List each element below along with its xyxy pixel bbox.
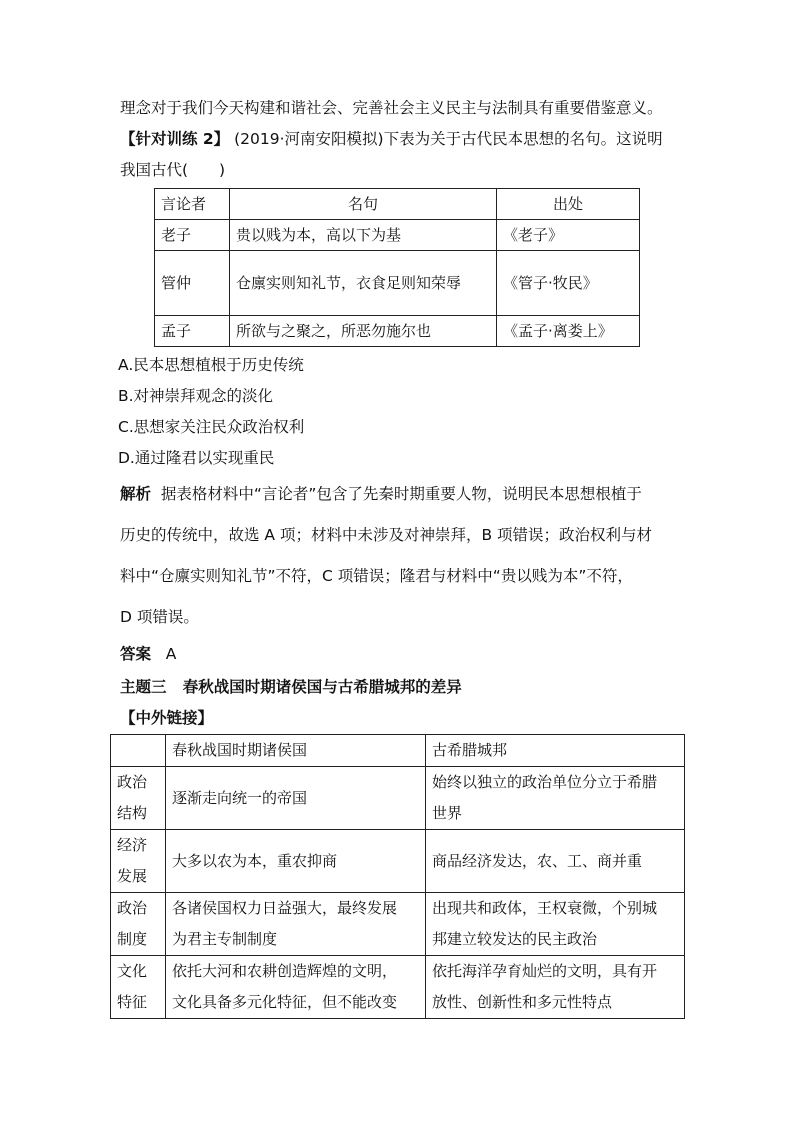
header-speaker: 言论者	[155, 189, 230, 220]
aspect-line: 经济	[117, 836, 148, 854]
aspect-line: 政治	[117, 773, 148, 791]
aspect-line: 制度	[117, 930, 148, 948]
greece-line: 商品经济发达，农、工、商并重	[432, 851, 643, 870]
compare-table-header	[111, 735, 685, 767]
table-row	[155, 220, 640, 251]
analysis-text-1: 据表格材料中“言论者”包含了先秦时期重要人物，说明民本思想根植于	[160, 485, 642, 503]
quote-table-header	[155, 189, 640, 220]
greece-line: 世界	[432, 804, 463, 822]
aspect-cell	[111, 830, 166, 893]
source-cell: 《管子·牧民》	[497, 251, 640, 316]
table-row	[111, 830, 685, 893]
exercise-question-text: 下表为关于古代民本思想的名句。这说明	[383, 130, 663, 148]
china-line: 各诸侯国权力日益强大，最终发展	[172, 899, 398, 917]
speaker-cell: 管仲	[155, 251, 230, 316]
china-line: 依托大河和农耕创造辉煌的文明，	[172, 962, 398, 980]
quote-table	[154, 188, 640, 347]
china-line: 文化具备多元化特征，但不能改变	[172, 993, 398, 1011]
china-cell	[166, 956, 426, 1019]
speaker-cell: 孟子	[155, 316, 230, 347]
analysis-line-1	[120, 482, 642, 504]
greece-line: 放性、创新性和多元性特点	[432, 993, 613, 1011]
source-cell: 《老子》	[497, 220, 640, 251]
header-china: 春秋战国时期诸侯国	[166, 735, 426, 767]
aspect-line: 政治	[117, 899, 148, 917]
analysis-line-3: 料中“仓廪实则知礼节”不符，C 项错误；隆君与材料中“贵以贱为本”不符，	[120, 567, 633, 585]
topic-label: 主题三	[120, 678, 167, 696]
compare-table	[110, 734, 685, 1019]
link-heading: 【中外链接】	[120, 709, 214, 727]
table-row	[155, 251, 640, 316]
greece-cell	[426, 830, 685, 893]
quote-cell: 贵以贱为本，高以下为基	[230, 220, 497, 251]
table-row	[111, 893, 685, 956]
greece-line: 出现共和政体，王权衰微，个别城	[432, 899, 658, 917]
intro-line: 理念对于我们今天构建和谐社会、完善社会主义民主与法制具有重要借鉴意义。	[120, 99, 663, 117]
analysis-line-4: D 项错误。	[120, 608, 199, 626]
greece-cell	[426, 893, 685, 956]
aspect-line: 特征	[117, 993, 148, 1011]
speaker-cell: 老子	[155, 220, 230, 251]
china-cell	[166, 767, 426, 830]
exercise-label: 【针对训练 2】	[120, 130, 230, 148]
analysis-line-2: 历史的传统中，故选 A 项；材料中未涉及对神崇拜，B 项错误；政治权利与材	[120, 526, 653, 544]
header-empty	[111, 735, 166, 767]
china-line: 大多以农为本，重农抑商	[172, 851, 338, 870]
china-line: 为君主专制制度	[172, 930, 278, 948]
greece-cell	[426, 956, 685, 1019]
table-row	[155, 316, 640, 347]
quote-cell: 仓廪实则知礼节，衣食足则知荣辱	[230, 251, 497, 316]
china-cell	[166, 830, 426, 893]
table-row	[111, 956, 685, 1019]
option-c: C.思想家关注民众政治权利	[118, 418, 305, 436]
answer-value: A	[165, 645, 177, 663]
source-cell: 《孟子·离娄上》	[497, 316, 640, 347]
aspect-line: 结构	[117, 804, 148, 822]
answer-label: 答案	[120, 645, 152, 663]
aspect-cell	[111, 956, 166, 1019]
greece-cell	[426, 767, 685, 830]
quote-cell: 所欲与之聚之，所恶勿施尔也	[230, 316, 497, 347]
option-b: B.对神崇拜观念的淡化	[118, 387, 274, 405]
header-source: 出处	[497, 189, 640, 220]
topic-title: 春秋战国时期诸侯国与古希腊城邦的差异	[182, 678, 462, 696]
aspect-line: 文化	[117, 962, 148, 980]
answer	[120, 642, 176, 664]
analysis-label: 解析	[120, 485, 152, 503]
header-quote: 名句	[230, 189, 497, 220]
table-row	[111, 767, 685, 830]
aspect-line: 发展	[117, 867, 148, 885]
china-cell	[166, 893, 426, 956]
option-d: D.通过隆君以实现重民	[118, 449, 275, 467]
topic-heading	[120, 675, 462, 697]
header-greece: 古希腊城邦	[426, 735, 685, 767]
greece-line: 始终以独立的政治单位分立于希腊	[432, 773, 658, 791]
china-line: 逐渐走向统一的帝国	[172, 788, 308, 807]
exercise-question	[120, 127, 663, 149]
exercise-source: (2019·河南安阳模拟)	[234, 130, 384, 148]
option-a: A.民本思想植根于历史传统	[118, 356, 304, 374]
aspect-cell	[111, 893, 166, 956]
aspect-cell	[111, 767, 166, 830]
greece-line: 邦建立较发达的民主政治	[432, 930, 598, 948]
exercise-question-cont: 我国古代( )	[120, 161, 226, 179]
greece-line: 依托海洋孕育灿烂的文明，具有开	[432, 962, 658, 980]
